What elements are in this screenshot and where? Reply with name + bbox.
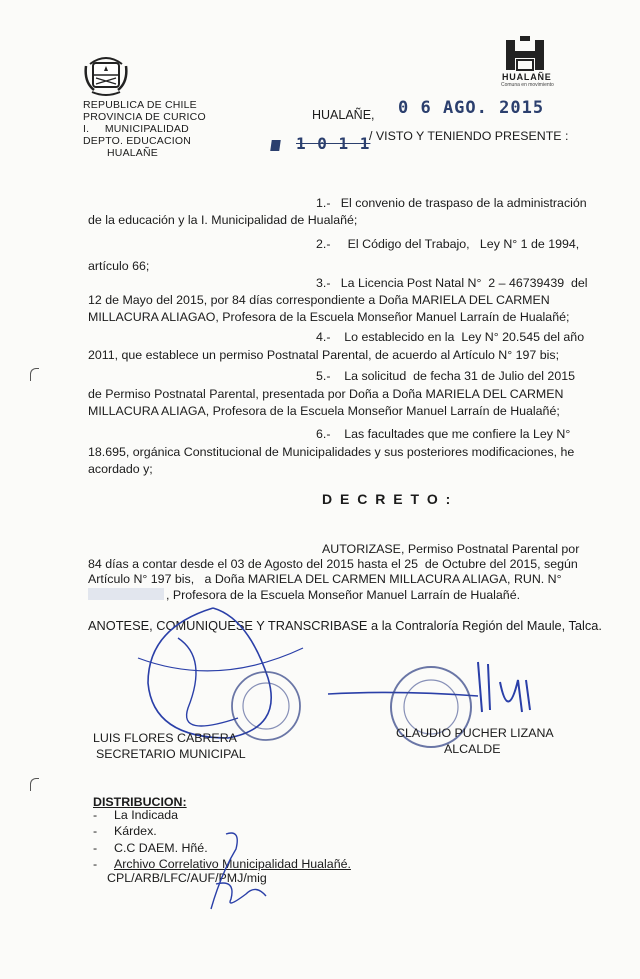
decree-line-2: 84 días a contar desde el 03 de Agosto del 2015 hasta el 25 de Octubre del 2015, según xyxy=(88,557,578,571)
secretary-title: SECRETARIO MUNICIPAL xyxy=(96,747,246,761)
date-stamp: 0 6 AGO. 2015 xyxy=(398,98,545,118)
mayor-title: ALCALDE xyxy=(444,742,501,756)
distribution-title: DISTRIBUCION: xyxy=(93,795,187,809)
secretary-seal xyxy=(228,668,304,744)
decreto-title: D E C R E T O : xyxy=(322,491,453,507)
visto-text: / VISTO Y TENIENDO PRESENTE : xyxy=(369,129,569,143)
logo-tagline: Comuna en movimiento xyxy=(501,82,554,88)
distribution-item: C.C DAEM. Hñé. xyxy=(114,841,208,855)
considerando-5-line-1: 5.- La solicitud de fecha 31 de Julio del 2015 xyxy=(316,369,575,383)
secretary-name: LUIS FLORES CABRERA xyxy=(93,731,237,745)
considerando-2-line-2: artículo 66; xyxy=(88,259,150,273)
distribution-item: Kárdex. xyxy=(114,824,157,838)
considerando-4-line-2: 2011, que establece un permiso Postnatal Parental, de acuerdo al Artículo N° 197 bis; xyxy=(88,348,560,362)
hualane-logo-icon xyxy=(502,36,548,72)
considerando-5-line-2: de Permiso Postnatal Parental, presentada por Doña a Doña MARIELA DEL CARMEN xyxy=(88,387,564,401)
distribution-item: La Indicada xyxy=(114,808,179,822)
distribution-bullet: - xyxy=(93,857,98,871)
header-line: REPUBLICA DE CHILE xyxy=(83,99,197,111)
considerando-3-line-2: 12 de Mayo del 2015, por 84 días correspondiente a Doña MARIELA DEL CARMEN xyxy=(88,293,550,307)
anotese: ANOTESE, COMUNIQUESE Y TRANSCRIBASE a la Contraloría Región del Maule, Talca. xyxy=(88,618,602,633)
decree-line-4: , Profesora de la Escuela Monseñor Manuel Larraín de Hualañé. xyxy=(166,588,521,602)
distribution-bullet: - xyxy=(93,841,98,855)
logo-name: HUALAÑE xyxy=(502,72,552,82)
considerando-6-line-3: acordado y; xyxy=(88,462,153,476)
header-line: PROVINCIA DE CURICO xyxy=(83,111,206,123)
decree-line-3: Artículo N° 197 bis, a Doña MARIELA DEL CARMEN MILLACURA ALIAGA, RUN. N° xyxy=(88,572,562,586)
considerando-1-line-1: 1.- El convenio de traspaso de la administración xyxy=(316,196,587,210)
header-line: I. MUNICIPALIDAD xyxy=(83,123,189,135)
decree-line-1: AUTORIZASE, Permiso Postnatal Parental por xyxy=(322,542,580,556)
considerando-2-line-1: 2.- El Código del Trabajo, Ley N° 1 de 1994, xyxy=(316,237,580,251)
distribution-bullet: - xyxy=(93,808,98,822)
header-left xyxy=(83,99,206,159)
place: HUALAÑE, xyxy=(312,108,375,122)
coat-of-arms-icon xyxy=(84,50,128,98)
distribution-bullet: - xyxy=(93,824,98,838)
considerando-1-line-2: de la educación y la I. Municipalidad de Hualañé; xyxy=(88,213,358,227)
distribution-item: Archivo Correlativo Municipalidad Hualañé. xyxy=(114,857,351,871)
decree-number-stamp: 1 0 1 1 xyxy=(296,134,371,153)
margin-mark xyxy=(30,778,39,791)
margin-mark xyxy=(30,368,39,381)
considerando-3-line-3: MILLACURA ALIAGAO, Profesora de la Escuela Monseñor Manuel Larraín de Hualañé; xyxy=(88,310,570,324)
considerando-6-line-2: 18.695, orgánica Constitucional de Municipalidades y sus posteriores modificaciones, he xyxy=(88,445,575,459)
distribution-initials: CPL/ARB/LFC/AUF/PMJ/mig xyxy=(107,871,267,885)
considerando-6-line-1: 6.- Las facultades que me confiere la Ley N° xyxy=(316,427,571,441)
header-line: HUALAÑE xyxy=(107,147,158,159)
considerando-5-line-3: MILLACURA ALIAGA, Profesora de la Escuela Monseñor Manuel Larraín de Hualañé; xyxy=(88,404,560,418)
header-line: DEPTO. EDUCACION xyxy=(83,135,192,147)
stamp-mark-icon xyxy=(270,140,281,151)
considerando-4-line-1: 4.- Lo establecido en la Ley N° 20.545 del año xyxy=(316,330,585,344)
mayor-name: CLAUDIO PUCHER LIZANA xyxy=(396,726,554,740)
considerando-3-line-1: 3.- La Licencia Post Natal N° 2 – 46739439 del xyxy=(316,276,588,290)
run-redacted xyxy=(88,588,164,600)
